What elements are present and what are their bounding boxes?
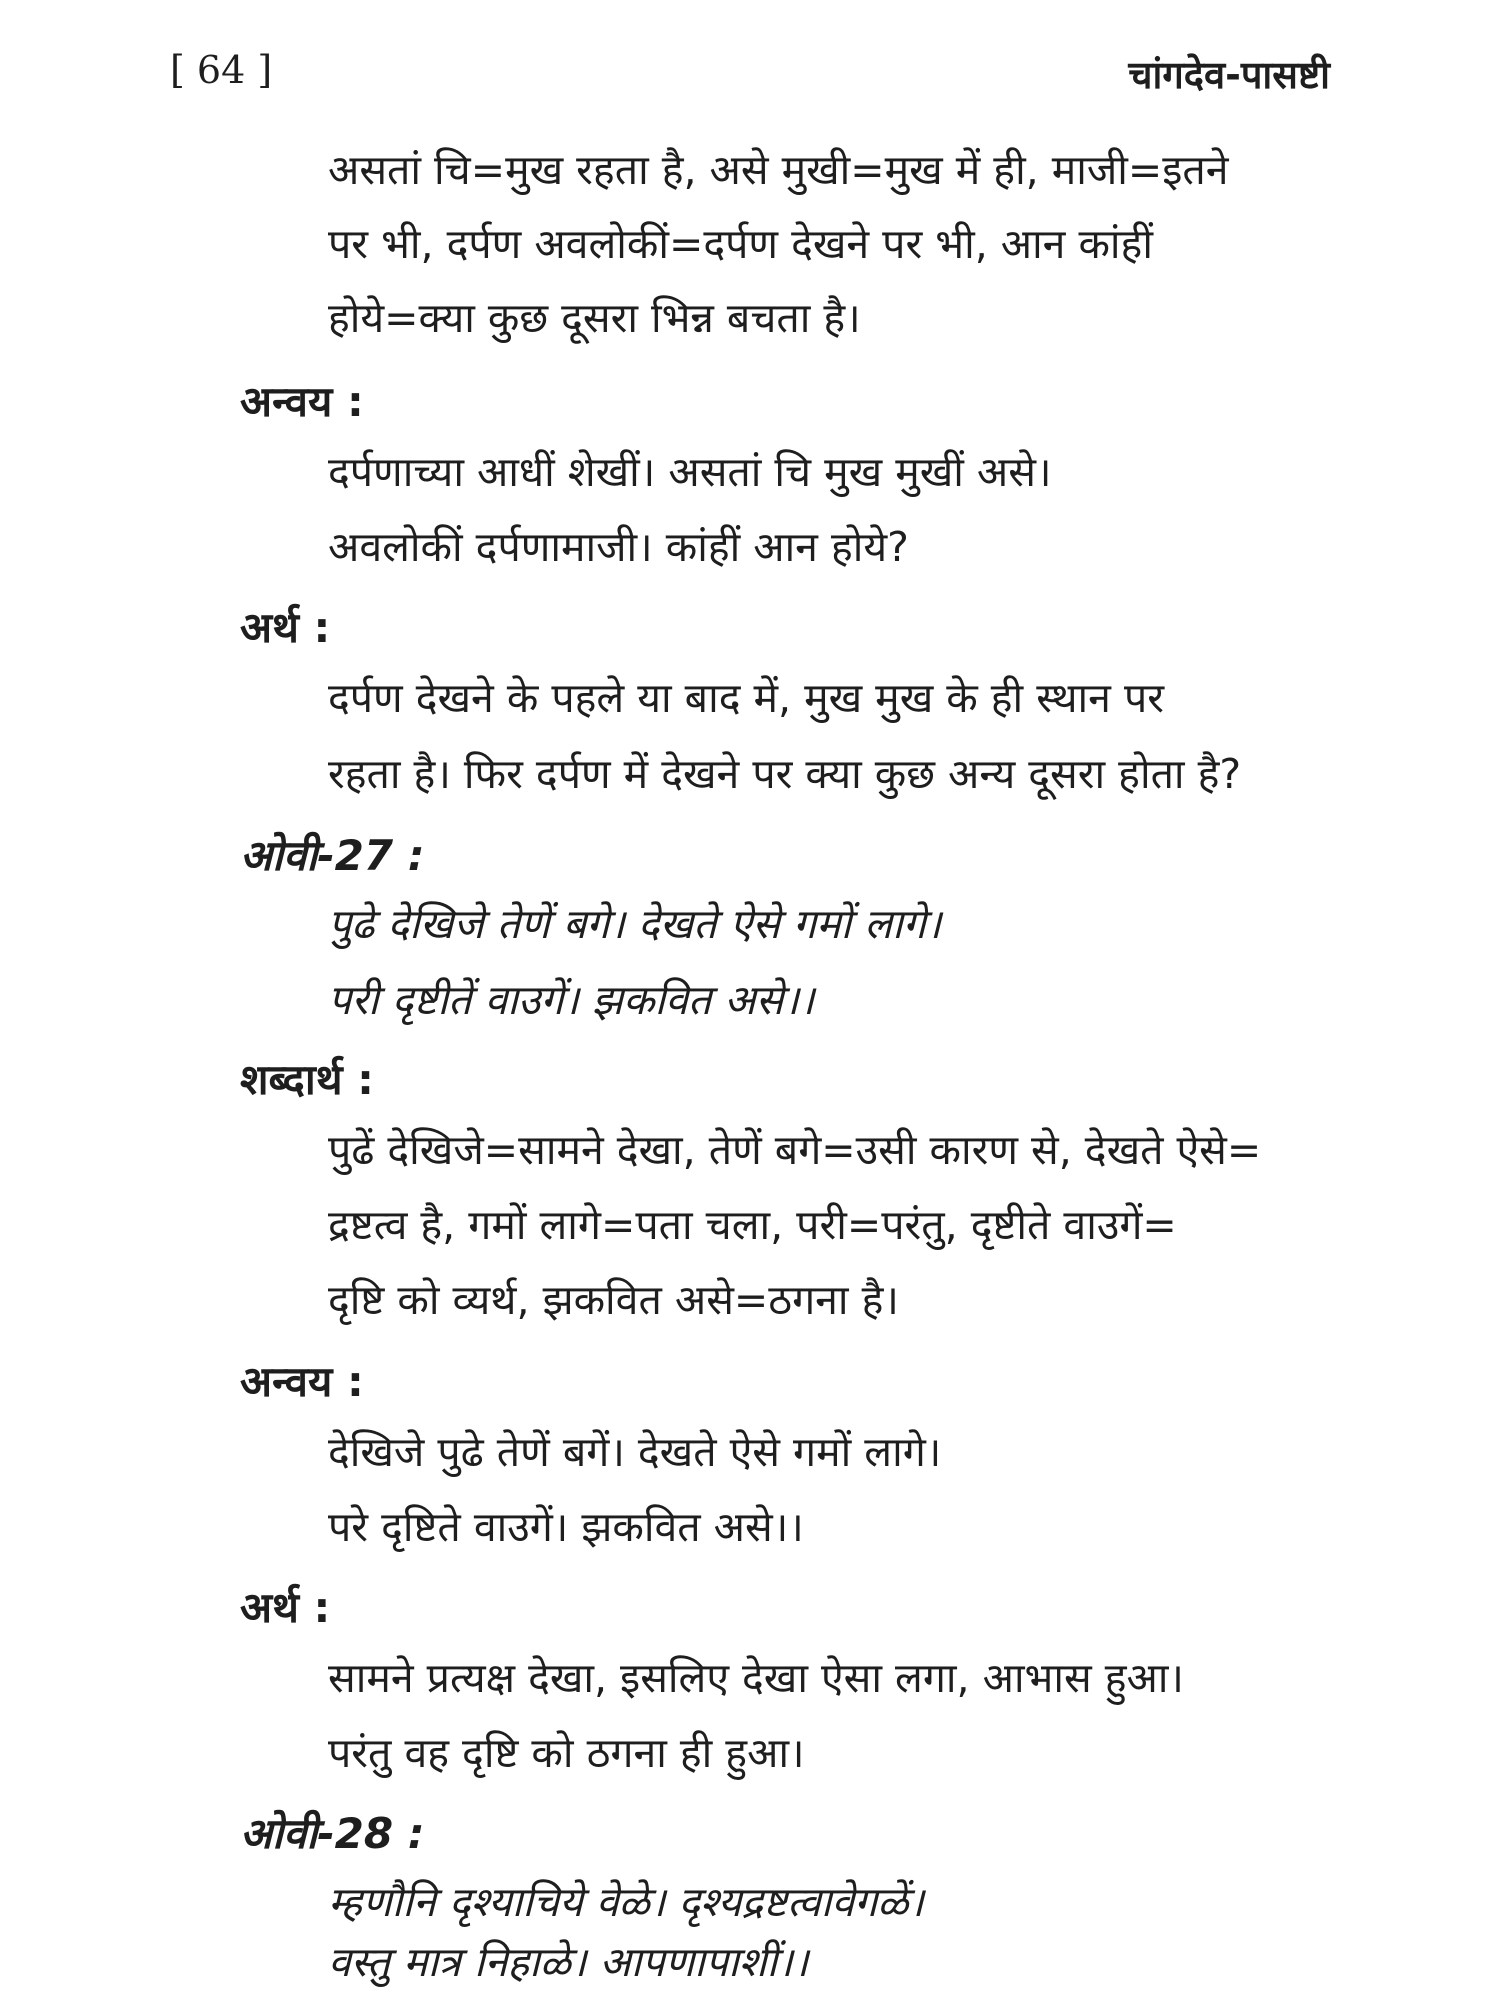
anvay-line-1: दर्पणाच्या आधीं शेखीं। असतां चि मुख मुखीं असे। bbox=[328, 448, 1052, 496]
arth-line-1: दर्पण देखने के पहले या बाद में, मुख मुख के ही स्थान पर bbox=[328, 674, 1165, 722]
section-heading-arth: अर्थ : bbox=[240, 603, 331, 652]
section-heading-shabdarth: शब्दार्थ : bbox=[240, 1055, 374, 1104]
ovi-28-line-1: म्हणौनि दृश्याचिये वेळे। दृश्यद्रष्टत्वावेगळें। bbox=[328, 1878, 924, 1926]
intro-line-1: असतां चि=मुख रहता है, असे मुखी=मुख में ही, माजी=इतने bbox=[328, 146, 1229, 194]
shabdarth-line-2: द्रष्टत्व है, गमों लागे=पता चला, परी=परंतु, दृष्टीते वाउगें= bbox=[328, 1201, 1177, 1249]
intro-line-3: होये=क्या कुछ दूसरा भिन्न बचता है। bbox=[328, 294, 861, 342]
ovi-27-heading: ओवी-27 : bbox=[240, 831, 425, 880]
anvay-2-line-2: परे दृष्टिते वाउगें। झकवित असे।। bbox=[328, 1503, 804, 1551]
ovi-27-line-1: पुढे देखिजे तेणें बगे। देखते ऐसे गमों लागे। bbox=[328, 900, 942, 948]
page-number: [ 64 ] bbox=[170, 48, 273, 92]
ovi-27-line-2: परी दृष्टीतें वाउगें। झकवित असे।। bbox=[328, 976, 815, 1024]
arth-2-line-1: सामने प्रत्यक्ष देखा, इसलिए देखा ऐसा लगा, आभास हुआ। bbox=[328, 1654, 1184, 1702]
ovi-28-line-2: वस्तु मात्र निहाळे। आपणापाशीं।। bbox=[328, 1938, 809, 1986]
section-heading-arth-2: अर्थ : bbox=[240, 1583, 331, 1632]
shabdarth-line-1: पुढें देखिजे=सामने देखा, तेणें बगे=उसी कारण से, देखते ऐसे= bbox=[328, 1126, 1262, 1174]
book-title: चांगदेव-पासष्टी bbox=[1128, 53, 1330, 97]
section-heading-anvay: अन्वय : bbox=[240, 377, 364, 426]
arth-line-2: रहता है। फिर दर्पण में देखने पर क्या कुछ अन्य दूसरा होता है? bbox=[328, 750, 1242, 798]
arth-2-line-2: परंतु वह दृष्टि को ठगना ही हुआ। bbox=[328, 1729, 805, 1777]
ovi-28-heading: ओवी-28 : bbox=[240, 1809, 425, 1858]
section-heading-anvay-2: अन्वय : bbox=[240, 1357, 364, 1406]
intro-line-2: पर भी, दर्पण अवलोकीं=दर्पण देखने पर भी, आन कांहीं bbox=[328, 220, 1153, 268]
anvay-2-line-1: देखिजे पुढे तेणें बगें। देखते ऐसे गमों लागे। bbox=[328, 1428, 942, 1476]
shabdarth-line-3: दृष्टि को व्यर्थ, झकवित असे=ठगना है। bbox=[328, 1276, 899, 1324]
anvay-line-2: अवलोकीं दर्पणामाजी। कांहीं आन होये? bbox=[328, 523, 909, 571]
